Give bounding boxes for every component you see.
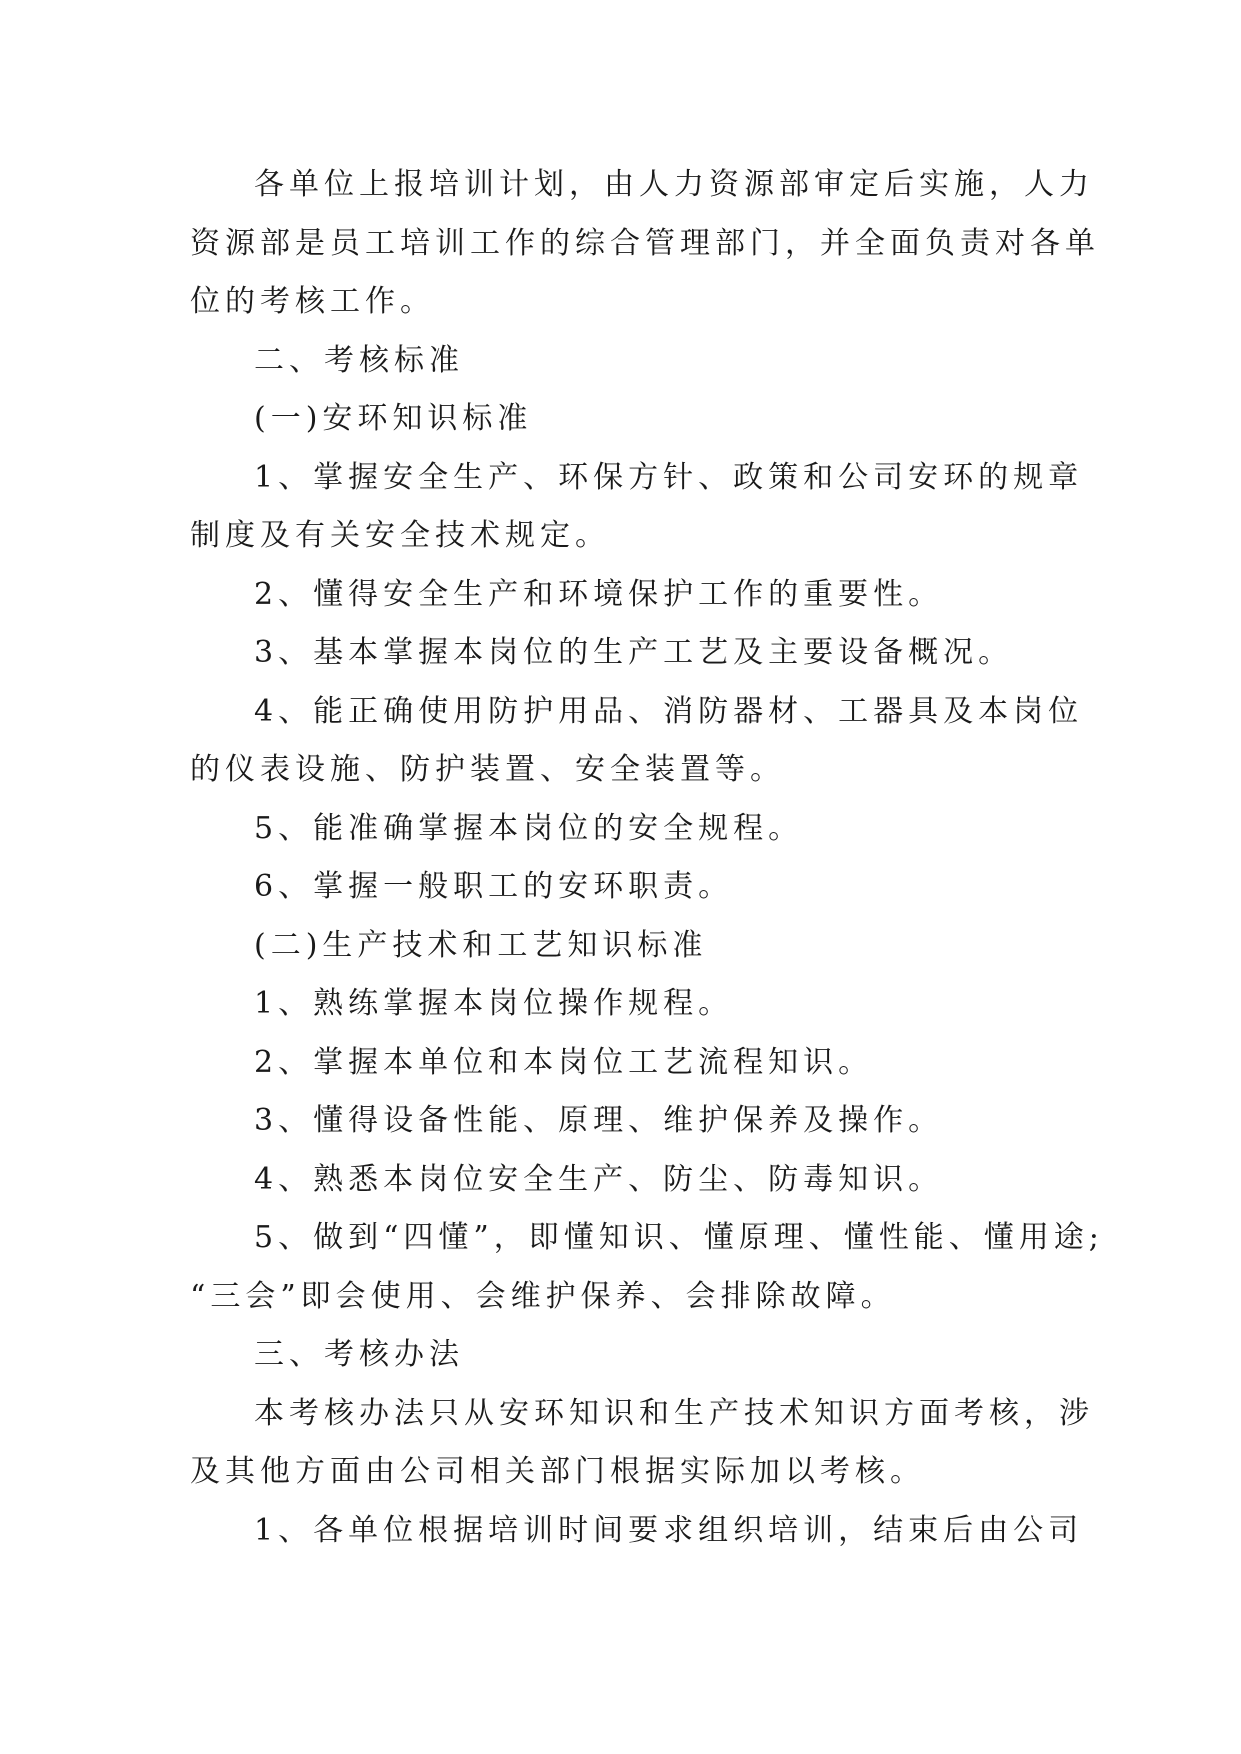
list-item: 1、熟练掌握本岗位操作规程。 (254, 986, 734, 1021)
list-item: 1、掌握安全生产、环保方针、政策和公司安环的规章 (254, 459, 1084, 495)
document-body (190, 156, 1104, 1560)
section-heading: 三、考核办法 (254, 1337, 464, 1372)
list-item-continuation: 制度及有关安全技术规定。 (190, 518, 610, 553)
paragraph-line: 各单位上报培训计划，由人力资源部审定后实施，人力 (254, 167, 1094, 202)
paragraph-line: 位的考核工作。 (190, 284, 435, 319)
list-item: 5、做到“四懂”，即懂知识、懂原理、懂性能、懂用途; (254, 1220, 1104, 1255)
list-item: 4、熟悉本岗位安全生产、防尘、防毒知识。 (254, 1161, 944, 1197)
list-item: 6、掌握一般职工的安环职责。 (254, 869, 734, 904)
list-item: 2、掌握本单位和本岗位工艺流程知识。 (254, 1044, 874, 1080)
section-heading: 二、考核标准 (254, 342, 464, 378)
list-item: 3、懂得设备性能、原理、维护保养及操作。 (254, 1103, 944, 1138)
subsection-heading: (一)安环知识标准 (254, 401, 533, 436)
paragraph-line: 及其他方面由公司相关部门根据实际加以考核。 (190, 1454, 925, 1489)
list-item: 2、懂得安全生产和环境保护工作的重要性。 (254, 576, 944, 612)
list-item: 5、能准确掌握本岗位的安全规程。 (254, 810, 804, 846)
list-item: 1、各单位根据培训时间要求组织培训，结束后由公司 (254, 1512, 1084, 1548)
list-item: 4、能正确使用防护用品、消防器材、工器具及本岗位 (254, 693, 1084, 729)
paragraph-line: 资源部是员工培训工作的综合管理部门，并全面负责对各单 (190, 225, 1100, 261)
list-item-continuation: 的仪表设施、防护装置、安全装置等。 (190, 752, 785, 787)
list-item-continuation: “三会”即会使用、会维护保养、会排除故障。 (190, 1278, 896, 1314)
subsection-heading: (二)生产技术和工艺知识标准 (254, 927, 708, 963)
list-item: 3、基本掌握本岗位的生产工艺及主要设备概况。 (254, 635, 1014, 670)
paragraph-line: 本考核办法只从安环知识和生产技术知识方面考核，涉 (254, 1395, 1094, 1431)
